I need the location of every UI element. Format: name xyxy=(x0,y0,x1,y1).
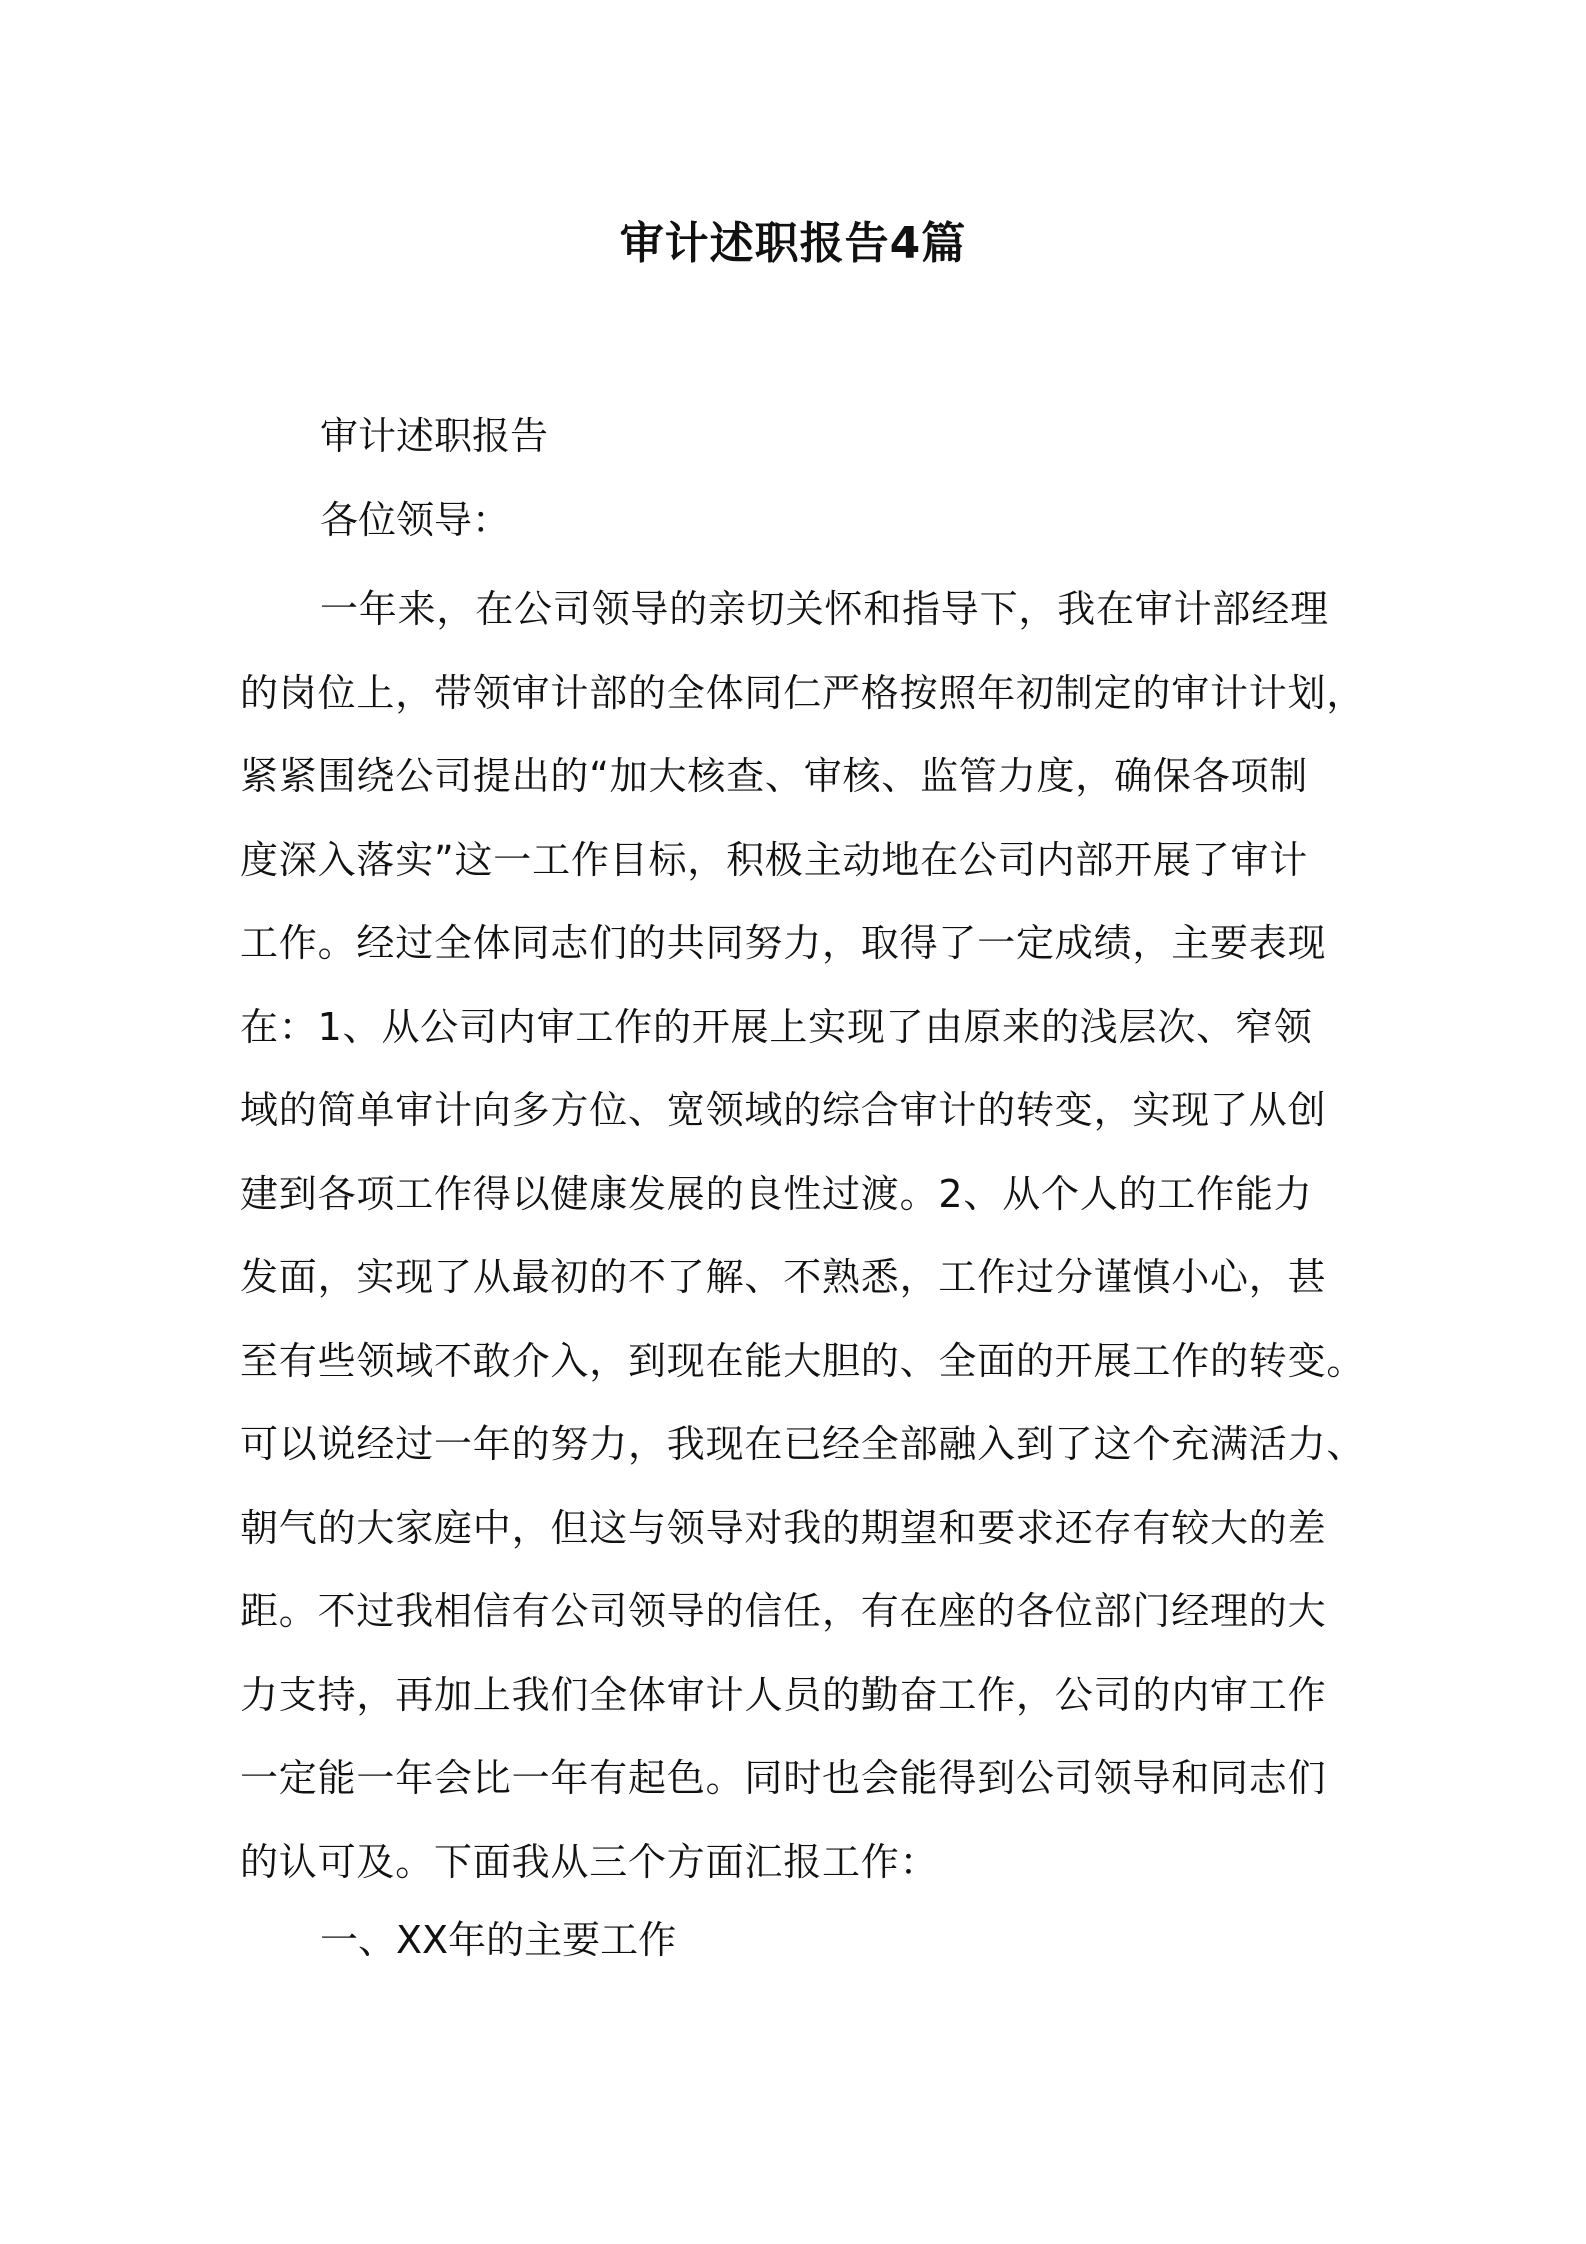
salutation: 各位领导： xyxy=(320,498,511,542)
body-line: 度深入落实”这一工作目标，积极主动地在公司内部开展了审计 xyxy=(240,837,1309,882)
body-paragraph xyxy=(240,568,1380,1904)
body-line: 可以说经过一年的努力，我现在已经全部融入到了这个充满活力、 xyxy=(240,1422,1366,1466)
report-subtitle: 审计述职报告 xyxy=(320,414,549,458)
body-line: 紧紧围绕公司提出的“加大核查、审核、监管力度，确保各项制 xyxy=(240,754,1309,798)
body-line: 的岗位上，带领审计部的全体同仁严格按照年初制定的审计计划， xyxy=(240,670,1366,715)
body-line: 域的简单审计向多方位、宽领域的综合审计的转变，实现了从创 xyxy=(240,1088,1327,1132)
body-line: 发面，实现了从最初的不了解、不熟悉，工作过分谨慎小心，甚 xyxy=(240,1255,1327,1299)
body-line: 至有些领域不敢介入，到现在能大胆的、全面的开展工作的转变。 xyxy=(240,1338,1366,1383)
body-line: 朝气的大家庭中，但这与领导对我的期望和要求还存有较大的差 xyxy=(240,1505,1327,1550)
body-line: 力支持，再加上我们全体审计人员的勤奋工作，公司的内审工作 xyxy=(240,1672,1327,1717)
body-line: 在：1、从公司内审工作的开展上实现了由原来的浅层次、窄领 xyxy=(240,1004,1313,1049)
body-line: 建到各项工作得以健康发展的良性过渡。2、从个人的工作能力 xyxy=(240,1171,1313,1216)
document-title: 审计述职报告4篇 xyxy=(619,218,967,269)
body-line: 的认可及。下面我从三个方面汇报工作： xyxy=(240,1839,939,1884)
body-line: 距。不过我相信有公司领导的信任，有在座的各位部门经理的大 xyxy=(240,1589,1327,1633)
section-heading: 一、XX年的主要工作 xyxy=(320,1918,677,1962)
body-line: 工作。经过全体同志们的共同努力，取得了一定成绩，主要表现 xyxy=(240,921,1327,965)
body-line: 一定能一年会比一年有起色。同时也会能得到公司领导和同志们 xyxy=(240,1756,1327,1800)
body-line: 一年来，在公司领导的亲切关怀和指导下，我在审计部经理 xyxy=(320,587,1329,631)
